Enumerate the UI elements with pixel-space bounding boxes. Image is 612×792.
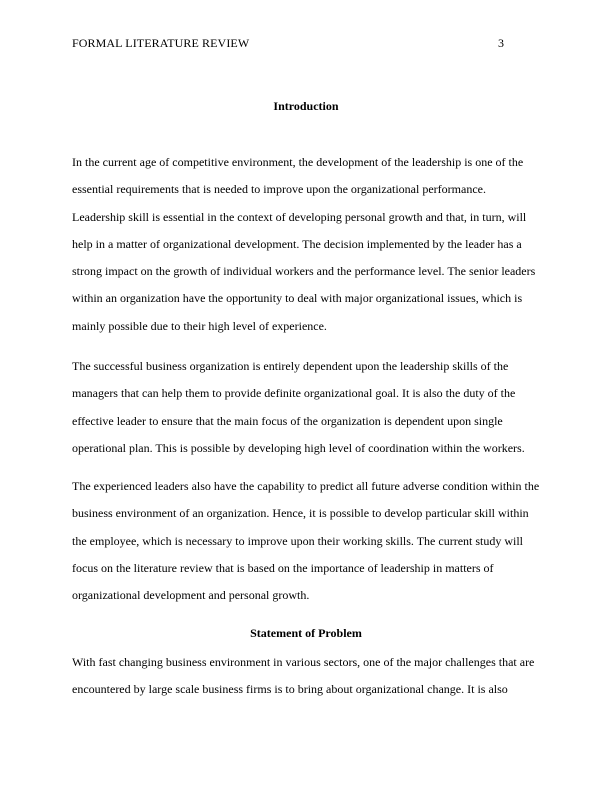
- text-line: strong impact on the growth of individual workers and the performance level. The senior leaders: [72, 264, 536, 279]
- text-line: The successful business organization is entirely dependent upon the leadership skills of the: [72, 359, 509, 373]
- text-line: essential requirements that is needed to improve upon the organizational performance.: [72, 182, 486, 197]
- text-line: managers that can help them to provide definite organizational goal. It is also the duty of the: [72, 386, 516, 401]
- text-line: In the current age of competitive environment, the development of the leadership is one of the: [72, 155, 524, 169]
- paragraph-intro-2: [72, 359, 552, 468]
- text-line: The experienced leaders also have the capability to predict all future adverse condition within the: [72, 479, 540, 493]
- paragraph-intro-1: [72, 155, 552, 346]
- text-line: encountered by large scale business firms is to bring about organizational change. It is also: [72, 682, 508, 697]
- text-line: within an organization have the opportunity to deal with major organizational issues, which is: [72, 291, 523, 306]
- text-line: mainly possible due to their high level of experience.: [72, 318, 327, 333]
- text-line: With fast changing business environment in various sectors, one of the major challenges that are: [72, 655, 535, 669]
- text-line: focus on the literature review that is based on the importance of leadership in matters of: [72, 560, 494, 575]
- text-line: operational plan. This is possible by developing high level of coordination within the workers.: [72, 440, 525, 455]
- text-line: the employee, which is necessary to improve upon their working skills. The current study will: [72, 533, 524, 548]
- section-heading-statement-of-problem: Statement of Problem: [250, 626, 362, 640]
- text-line: business environment of an organization. Hence, it is possible to develop particular skill within: [72, 506, 529, 521]
- paragraph-problem-1: [72, 655, 552, 710]
- running-head: FORMAL LITERATURE REVIEW: [72, 36, 250, 50]
- text-line: organizational development and personal growth.: [72, 588, 310, 603]
- text-line: effective leader to ensure that the main focus of the organization is dependent upon single: [72, 413, 503, 428]
- paragraph-intro-3: [72, 479, 552, 615]
- page-number: 3: [498, 36, 504, 50]
- text-line: Leadership skill is essential in the context of developing personal growth and that, in turn, will: [72, 209, 527, 224]
- section-heading-introduction: Introduction: [273, 99, 339, 113]
- text-line: help in a matter of organizational development. The decision implemented by the leader has a: [72, 236, 522, 251]
